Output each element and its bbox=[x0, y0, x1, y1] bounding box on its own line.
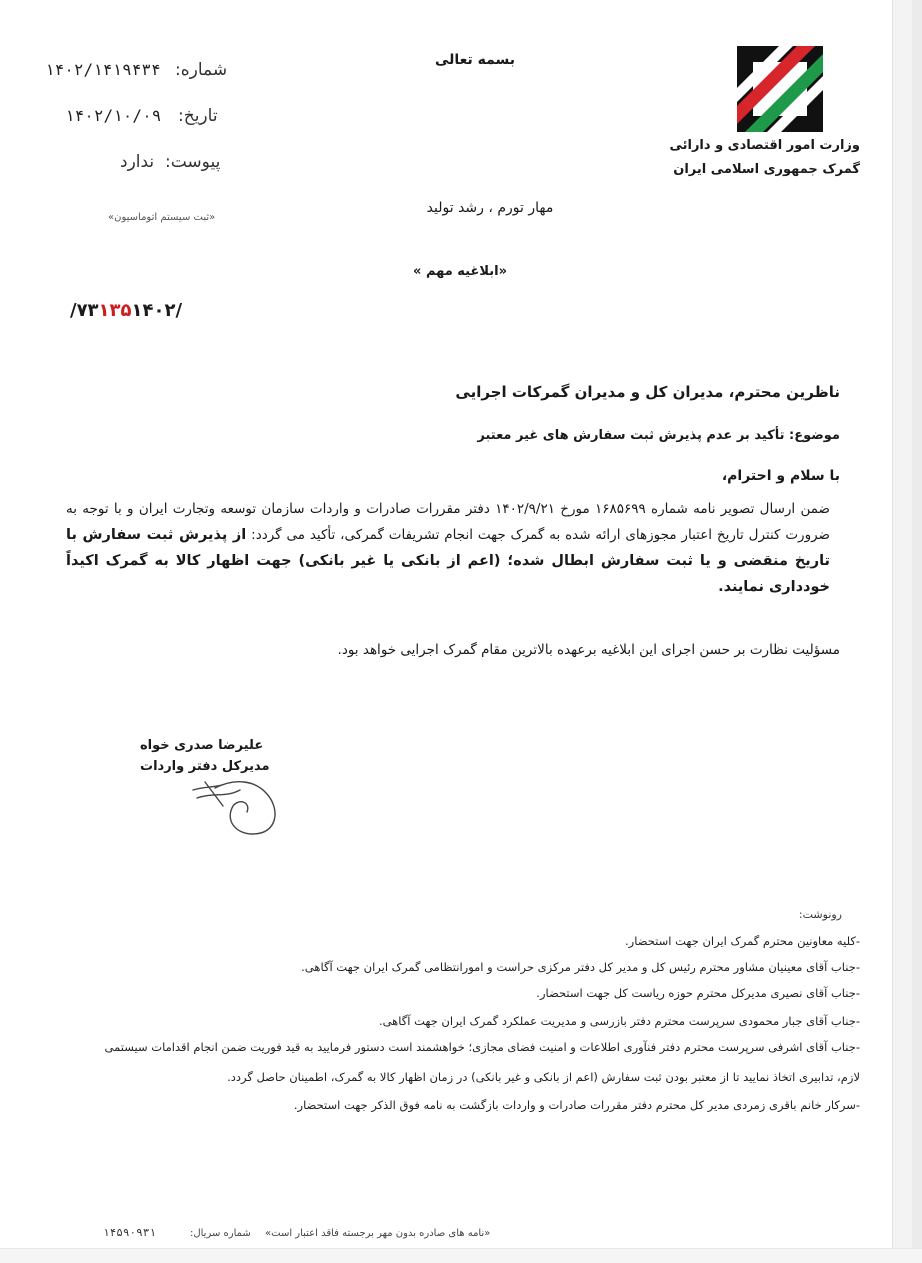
cc-heading: رونوشت: bbox=[798, 908, 842, 921]
slogan: مهار تورم ، رشد تولید bbox=[426, 200, 554, 216]
number-value: ۱۴۰۲/۱۴۱۹۴۳۴ bbox=[45, 60, 161, 79]
signatory-title: مدیرکل دفتر واردات bbox=[140, 759, 270, 774]
cc-item: -جناب آقای معینیان مشاور محترم رئیس کل و مدیر کل دفتر مرکزی حراست و امورانتظامی گمرک ایران جهت آگاهی. bbox=[301, 960, 860, 974]
cc-item: -جناب آقای اشرفی سرپرست محترم دفتر فنآوری اطلاعات و امنیت فضای مجازی؛ خواهشمند است دستور فرمایید به قید فوریت ضمن انجام اقدامات سیستمی bbox=[104, 1040, 860, 1054]
body-paragraph-responsibility: مسؤلیت نظارت بر حسن اجرای این ابلاغیه برعهده بالاترین مقام گمرک اجرایی خواهد بود. bbox=[337, 642, 840, 658]
cc-item: لازم، تدابیری اتخاذ نمایید تا از معتبر بودن ثبت سفارش (اعم از بانکی و غیر بانکی) در زمان اظهار کالا به گمرک، اطمینان حاصل گردد. bbox=[227, 1070, 860, 1084]
greeting: با سلام و احترام، bbox=[721, 468, 840, 484]
customs-logo-icon bbox=[737, 46, 823, 132]
cc-item: -سرکار خانم باقری زمردی مدیر کل محترم دفتر مقررات صادرات و واردات بازگشت به نامه فوق الذکر جهت استحضار. bbox=[293, 1098, 860, 1112]
date-label: تاریخ: bbox=[178, 106, 218, 126]
automation-note: «ثبت سیستم اتوماسیون» bbox=[108, 212, 216, 223]
customs-name: گمرک جمهوری اسلامی ایران bbox=[673, 162, 860, 177]
serial-value: ۱۴۵۹۰۹۳۱ bbox=[103, 1226, 156, 1239]
reference-number bbox=[70, 300, 182, 321]
ref-part1: /۷۳ bbox=[70, 300, 99, 321]
subject-line: موضوع: تأکید بر عدم پذیرش ثبت سفارش های غیر معتبر bbox=[477, 428, 840, 443]
para-bold-text: از پذیرش ثبت سفارش با تاریخ منقضی و یا ثبت سفارش ابطال شده؛ (اعم از بانکی یا غیر بانکی) جهت اظهار کالا به گمرک اکیداً خودداری نمایند. bbox=[66, 527, 830, 595]
footer-note: «نامه های صادره بدون مهر برجسته فاقد اعتبار است» bbox=[265, 1228, 491, 1239]
ref-part3: ۱۴۰۲/ bbox=[131, 300, 183, 321]
page-edge-bottom bbox=[0, 1248, 922, 1263]
cc-item: -جناب آقای جبار محمودی سرپرست محترم دفتر بازرسی و مدیریت عملکرد گمرک ایران جهت آگاهی. bbox=[378, 1014, 860, 1028]
basmala: بسمه تعالی bbox=[434, 52, 516, 68]
attachment-label: پیوست: bbox=[165, 152, 221, 172]
addressee: ناظرین محترم، مدیران کل و مدیران گمرکات اجرایی bbox=[455, 383, 840, 401]
notice-title: «ابلاغیه مهم » bbox=[413, 264, 507, 279]
number-label: شماره: bbox=[175, 60, 228, 80]
handwritten-signature-icon bbox=[185, 768, 295, 838]
page-edge-right-shadow bbox=[912, 0, 922, 1262]
ref-part-red: ۱۳۵ bbox=[98, 300, 132, 321]
para-normal-text: ضمن ارسال تصویر نامه شماره ۱۶۸۵۶۹۹ مورخ ۱۴۰۲/۹/۲۱ دفتر مقررات صادرات و واردات سازمان توسعه وتجارت ایران و با توجه به ضرورت کنترل تاریخ اعتبار مجوزهای ارائه شده به گمرک جهت انجام تشریفات گمرکی، تأکید می گردد: bbox=[66, 501, 831, 543]
serial-label: شماره سریال: bbox=[190, 1228, 251, 1239]
signatory-name: علیرضا صدری خواه bbox=[140, 738, 264, 753]
cc-item: -کلیه معاونین محترم گمرک ایران جهت استحضار. bbox=[625, 934, 860, 948]
date-value: ۱۴۰۲/۱۰/۰۹ bbox=[65, 106, 162, 125]
body-paragraph-main bbox=[66, 496, 830, 600]
cc-item: -جناب آقای نصیری مدیرکل محترم حوزه ریاست کل جهت استحضار. bbox=[536, 986, 860, 1000]
attachment-value: ندارد bbox=[120, 152, 155, 172]
ministry-name: وزارت امور اقتصادی و دارائی bbox=[669, 138, 860, 153]
